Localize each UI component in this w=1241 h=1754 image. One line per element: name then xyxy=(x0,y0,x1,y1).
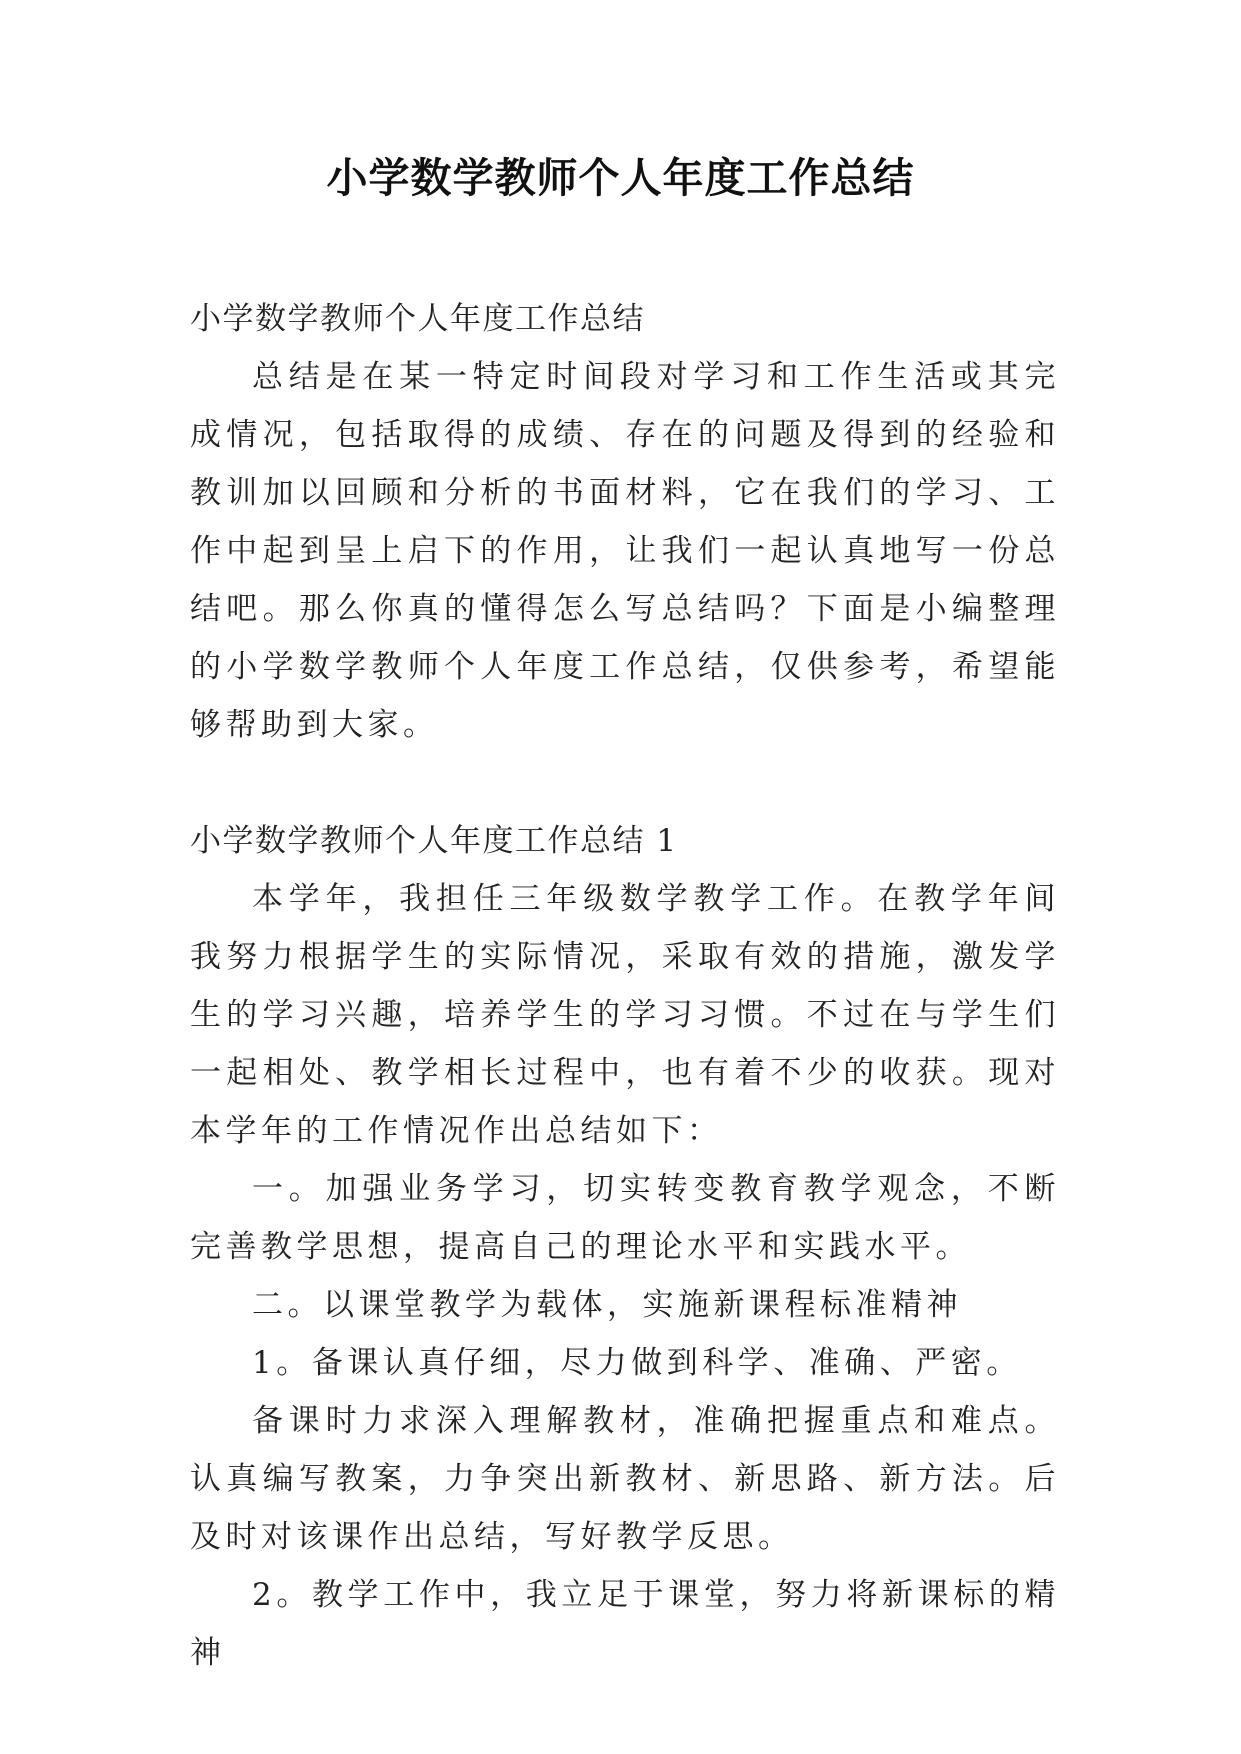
body-paragraph: 2。教学工作中，我立足于课堂，努力将新课标的精神 xyxy=(190,1577,1060,1671)
body-paragraph: 备课时力求深入理解教材，准确把握重点和难点。认真编写教案，力争突出新教材、新思路、新方法。后及时对该课作出总结，写好教学反思。 xyxy=(190,1403,1060,1555)
body-paragraph: 1。备课认真仔细，尽力做到科学、准确、严密。 xyxy=(252,1345,1022,1381)
document-body xyxy=(190,290,1060,1682)
body-paragraph: 本学年，我担任三年级数学教学工作。在教学年间我努力根据学生的实际情况，采取有效的措施，激发学生的学习兴趣，培养学生的学习习惯。不过在与学生们一起相处、教学相长过程中，也有着不少的收获。现对本学年的工作情况作出总结如下： xyxy=(190,881,1060,1149)
document-subtitle: 小学数学教师个人年度工作总结 xyxy=(190,301,645,337)
body-paragraph: 二。以课堂教学为载体，实施新课程标准精神 xyxy=(252,1287,962,1323)
document-title: 小学数学教师个人年度工作总结 xyxy=(326,154,915,202)
intro-paragraph: 总结是在某一特定时间段对学习和工作生活或其完成情况，包括取得的成绩、存在的问题及得到的经验和教训加以回顾和分析的书面材料，它在我们的学习、工作中起到呈上启下的作用，让我们一起认真地写一份总结吧。那么你真的懂得怎么写总结吗？下面是小编整理的小学数学教师个人年度工作总结，仅供参考，希望能够帮助到大家。 xyxy=(190,359,1060,743)
section-heading: 小学数学教师个人年度工作总结 1 xyxy=(190,823,678,859)
body-paragraph: 一。加强业务学习，切实转变教育教学观念，不断完善教学思想，提高自己的理论水平和实践水平。 xyxy=(190,1171,1060,1265)
paragraph-gap xyxy=(190,754,1060,812)
